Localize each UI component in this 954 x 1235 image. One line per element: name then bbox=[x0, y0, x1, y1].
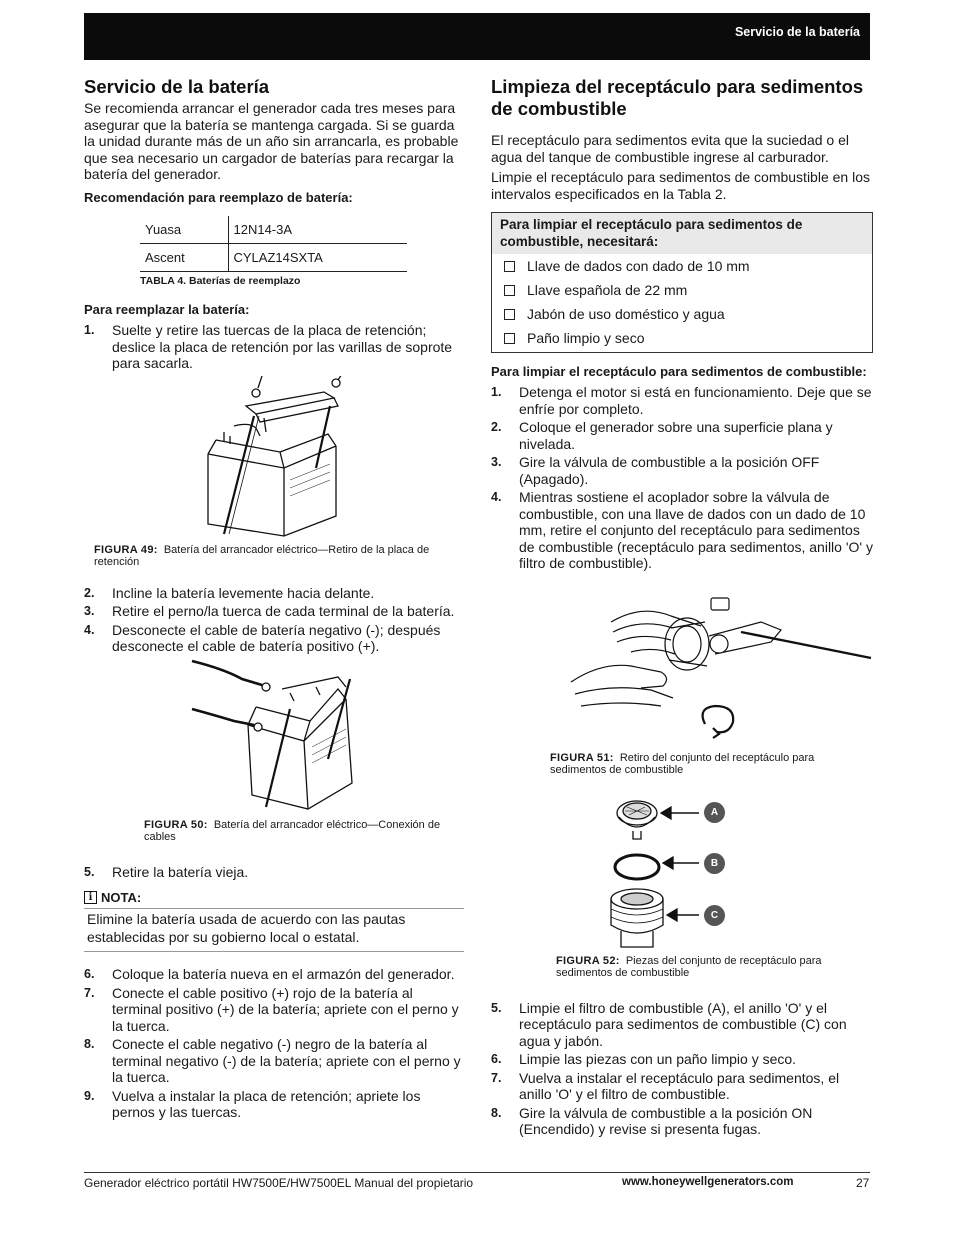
step-number: 9. bbox=[84, 1088, 95, 1103]
sediment-intro-p1: El receptáculo para sedimentos evita que la suciedad o el agua del tanque de combustible ingrese al carburador. bbox=[491, 132, 849, 165]
steps-list bbox=[491, 384, 873, 572]
list-item bbox=[84, 864, 464, 881]
figure-label: FIGURA 52: bbox=[556, 954, 620, 967]
list-item bbox=[491, 419, 873, 452]
step-text: Mientras sostiene el acoplador sobre la válvula de combustible, con una llave de dados con un dado de 10 mm, retire el conjunto del receptáculo para sedimentos de combustible (receptáculo para sedimentos, anillo 'O' y filtro de combustible). bbox=[519, 489, 873, 571]
callout-b-badge: B bbox=[704, 853, 725, 874]
step-text: Detenga el motor si está en funcionamiento. Deje que se enfríe por completo. bbox=[519, 384, 872, 417]
note-text: Elimine la batería usada de acuerdo con las pautas establecidas por su gobierno local o estatal. bbox=[87, 911, 406, 945]
list-item bbox=[491, 489, 873, 572]
battery-cable-connection-illustration bbox=[84, 659, 464, 819]
figure-caption-text: Piezas del conjunto de receptáculo para sedimentos de combustible bbox=[556, 954, 822, 979]
step-text: Gire la válvula de combustible a la posición ON (Encendido) y revise si presenta fugas. bbox=[519, 1104, 813, 1137]
step-text: Coloque el generador sobre una superficie plana y nivelada. bbox=[519, 419, 833, 452]
step-text: Vuelva a instalar el receptáculo para sedimentos, el anillo 'O' y el filtro de combustible. bbox=[519, 1069, 840, 1102]
step-number: 2. bbox=[84, 585, 95, 600]
list-item bbox=[491, 1051, 873, 1068]
step-text: Limpie el filtro de combustible (A), el anillo 'O' y el receptáculo para sedimentos de combustible (C) con agua y jabón. bbox=[519, 999, 847, 1049]
step-number: 1. bbox=[491, 385, 502, 399]
list-item bbox=[491, 1105, 873, 1138]
replacement-battery-table bbox=[140, 216, 407, 273]
list-item bbox=[492, 326, 872, 350]
figure-51-caption bbox=[550, 752, 873, 777]
figure-50 bbox=[84, 659, 464, 819]
note-heading bbox=[84, 890, 464, 905]
step-text: Vuelva a instalar la placa de retención; apriete los pernos y las tuercas. bbox=[112, 1087, 421, 1120]
table-row bbox=[140, 244, 407, 272]
steps-list bbox=[84, 585, 464, 655]
note-label: NOTA: bbox=[101, 890, 142, 905]
step-number: 4. bbox=[491, 490, 502, 504]
step-number: 6. bbox=[491, 1052, 502, 1066]
figure-caption-text: Batería del arrancador eléctrico—Conexión de cables bbox=[144, 818, 441, 843]
footer-website-link[interactable]: www.honeywellgenerators.com bbox=[622, 1176, 794, 1188]
info-icon: i bbox=[84, 891, 97, 904]
list-item bbox=[492, 278, 872, 302]
tools-needed-heading: Para limpiar el receptáculo para sedimentos de combustible, necesitará: bbox=[492, 213, 872, 254]
figure-51 bbox=[491, 582, 873, 750]
header-title: Servicio de la batería bbox=[734, 25, 860, 39]
figure-label: FIGURA 49: bbox=[94, 543, 158, 556]
step-number: 2. bbox=[491, 420, 502, 434]
tools-needed-box bbox=[491, 212, 873, 353]
figure-label: FIGURA 51: bbox=[550, 751, 614, 764]
figure-50-caption bbox=[144, 819, 464, 844]
step-number: 6. bbox=[84, 967, 95, 981]
steps-list bbox=[491, 1000, 873, 1138]
step-text: Conecte el cable negativo (-) negro de la batería al terminal negativo (-) de la batería; apriete con el perno y la tuerca. bbox=[112, 1036, 461, 1085]
step-number: 4. bbox=[84, 622, 95, 637]
footer-manual-title: Generador eléctrico portátil HW7500E/HW7500EL Manual del propietario bbox=[84, 1176, 474, 1190]
replacement-recommendation-heading: Recomendación para reemplazo de batería: bbox=[84, 189, 353, 205]
list-item bbox=[84, 1088, 464, 1121]
list-item bbox=[84, 622, 464, 655]
list-item bbox=[491, 1070, 873, 1103]
list-item bbox=[84, 322, 464, 372]
checkbox-icon bbox=[504, 309, 515, 320]
step-text: Retire la batería vieja. bbox=[112, 863, 249, 880]
table-cell-model: CYLAZ14SXTA bbox=[228, 244, 407, 272]
step-number: 5. bbox=[84, 864, 95, 879]
list-item bbox=[491, 454, 873, 487]
table-row bbox=[140, 216, 407, 244]
steps-list bbox=[84, 322, 464, 372]
sediment-cup-parts-illustration bbox=[491, 793, 873, 953]
step-number: 5. bbox=[491, 1000, 502, 1015]
battery-intro: Se recomienda arrancar el generador cada tres meses para asegurar que la batería se mantenga cargada. Si se guarda la unidad durante más de un año sin arrancarla, es probable que sea necesario un cargador de baterías para recargar la batería del generador. bbox=[84, 100, 459, 182]
page-number: 27 bbox=[856, 1176, 870, 1190]
right-column bbox=[491, 76, 873, 1140]
table-cell-brand: Yuasa bbox=[140, 216, 228, 244]
battery-section-title: Servicio de la batería bbox=[84, 76, 270, 97]
table-cell-brand: Ascent bbox=[140, 244, 228, 272]
step-number: 7. bbox=[491, 1070, 502, 1085]
list-item bbox=[492, 254, 872, 278]
step-text: Suelte y retire las tuercas de la placa de retención; deslice la placa de retención por las varillas de soprote para sacarla. bbox=[112, 322, 453, 371]
step-text: Limpie las piezas con un paño limpio y seco. bbox=[519, 1051, 797, 1067]
battery-retention-plate-illustration bbox=[84, 376, 464, 544]
tool-item-text: Llave española de 22 mm bbox=[527, 282, 688, 298]
note-divider bbox=[84, 951, 464, 952]
list-item bbox=[491, 384, 873, 417]
tool-item-text: Paño limpio y seco bbox=[527, 330, 645, 346]
sediment-cup-section-title: Limpieza del receptáculo para sedimentos de combustible bbox=[491, 76, 864, 119]
footer-divider bbox=[84, 1172, 870, 1173]
step-number: 8. bbox=[84, 1037, 95, 1051]
figure-caption-text: Retiro del conjunto del receptáculo para sedimentos de combustible bbox=[550, 751, 815, 776]
list-item bbox=[84, 966, 464, 983]
table-cell-model: 12N14-3A bbox=[228, 216, 407, 244]
list-item bbox=[84, 1036, 464, 1086]
checkbox-icon bbox=[504, 261, 515, 272]
list-item bbox=[84, 603, 464, 620]
figure-52-caption bbox=[556, 955, 873, 980]
step-text: Incline la batería levemente hacia delante. bbox=[112, 584, 375, 601]
step-number: 3. bbox=[84, 604, 95, 618]
replace-battery-heading: Para reemplazar la batería: bbox=[84, 302, 250, 317]
step-text: Gire la válvula de combustible a la posición OFF (Apagado). bbox=[519, 454, 820, 487]
step-number: 3. bbox=[491, 455, 502, 469]
figure-caption-text: Batería del arrancador eléctrico—Retiro de la placa de retención bbox=[94, 543, 430, 568]
clean-procedure-heading: Para limpiar el receptáculo para sedimentos de combustible: bbox=[491, 364, 867, 379]
checkbox-icon bbox=[504, 333, 515, 344]
table-caption: TABLA 4. Baterías de reemplazo bbox=[140, 275, 301, 287]
figure-49 bbox=[84, 376, 464, 544]
figure-49-caption bbox=[94, 544, 464, 569]
tool-item-text: Llave de dados con dado de 10 mm bbox=[527, 258, 750, 274]
tool-item-text: Jabón de uso doméstico y agua bbox=[527, 306, 725, 322]
left-column bbox=[84, 76, 464, 1123]
header-bar bbox=[84, 13, 870, 60]
step-number: 8. bbox=[491, 1105, 502, 1120]
list-item bbox=[84, 585, 464, 602]
callout-a-badge: A bbox=[704, 802, 725, 823]
checkbox-icon bbox=[504, 285, 515, 296]
sediment-cup-removal-illustration bbox=[491, 582, 873, 750]
sediment-intro-p2: Limpie el receptáculo para sedimentos de combustible en los intervalos especificados en la Tabla 2. bbox=[491, 169, 870, 202]
step-text: Conecte el cable positivo (+) rojo de la batería al terminal positivo (+) de la batería; apriete con el perno y la tuerca. bbox=[112, 984, 459, 1034]
figure-52 bbox=[491, 793, 873, 953]
step-number: 7. bbox=[84, 985, 95, 1000]
list-item bbox=[492, 302, 872, 326]
list-item bbox=[491, 1000, 873, 1050]
figure-label: FIGURA 50: bbox=[144, 818, 208, 831]
step-text: Coloque la batería nueva en el armazón del generador. bbox=[112, 966, 455, 982]
step-text: Retire el perno/la tuerca de cada terminal de la batería. bbox=[112, 603, 455, 619]
steps-list bbox=[84, 864, 464, 881]
callout-c-badge: C bbox=[704, 905, 725, 926]
step-number: 1. bbox=[84, 323, 95, 337]
step-text: Desconecte el cable de batería negativo (-); después desconecte el cable de batería positivo (+). bbox=[112, 621, 441, 654]
list-item bbox=[84, 985, 464, 1035]
steps-list bbox=[84, 966, 464, 1121]
